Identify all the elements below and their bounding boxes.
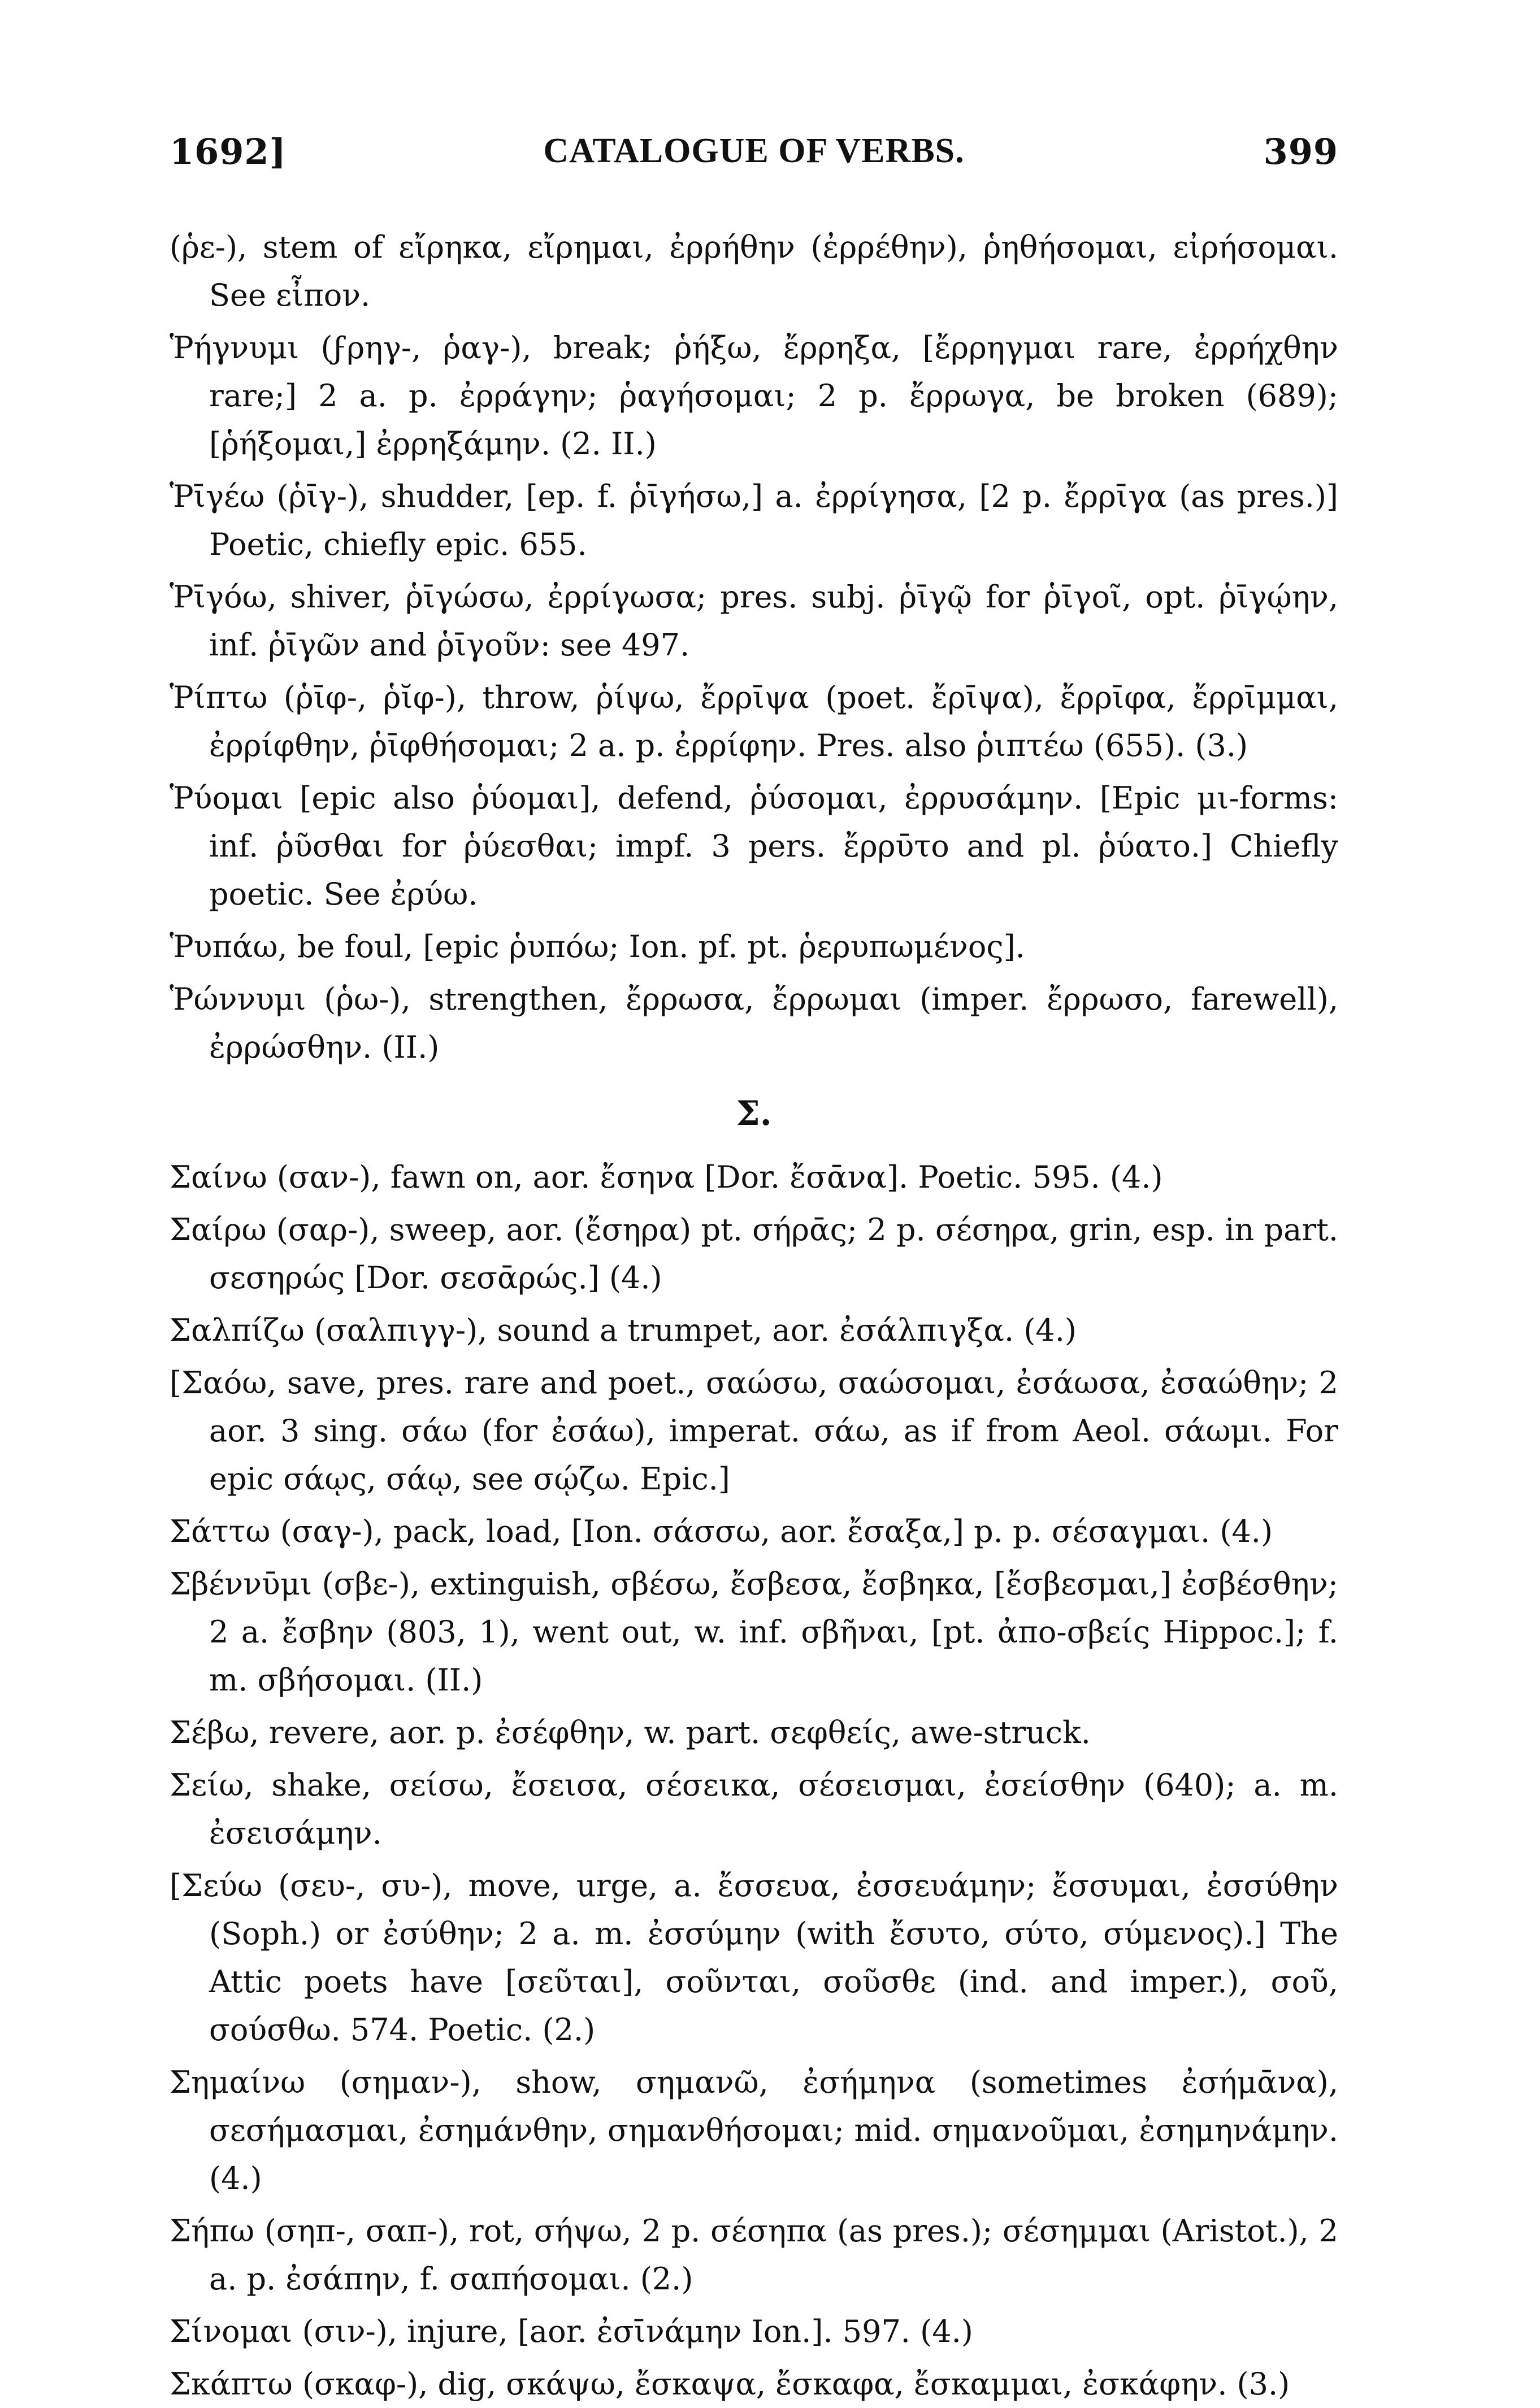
verb-entry: Σκάπτω (σκαφ-), dig, σκάψω, ἔσκαψα, ἔσκαφα, ἔσκαμμαι, ἐσκάφην. (3.) [170,2366,1290,2402]
verb-entry: [Σεύω (σευ-, συ-), move, urge, a. ἔσσευα, ἐσσευάμην; ἔσσυμαι, ἐσσύθην (Soph.) or ἐσύθην; 2 a. m. ἐσσύμην (with ἔσυτο, σύτο, σύμενος).] The Attic poets have [σεῦται], σοῦνται, σοῦσθε (ind. and imper.), σοῦ, σούσθω. 574. Poetic. (2.) [170,1868,1338,2048]
verb-entry: Σαίρω (σαρ-), sweep, aor. (ἔσηρα) pt. σήρᾱς; 2 p. σέσηρα, grin, esp. in part. σεσηρώς [Dor. σεσᾱρώς.] (4.) [170,1212,1338,1296]
running-header [170,131,1338,193]
section-number: 1692] [170,131,287,172]
verb-entry: Ῥύομαι [epic also ῥύομαι], defend, ῥύσομαι, ἐρρυσάμην. [Epic μι-forms: inf. ῥῦσθαι for ῥύεσθαι; impf. 3 pers. ἔρρῡτο and pl. ῥύατο.] Chiefly poetic. See ἐρύω. [170,780,1338,912]
verb-entry: Σβέννῡμι (σβε-), extinguish, σβέσω, ἔσβεσα, ἔσβηκα, [ἔσβεσμαι,] ἐσβέσθην; 2 a. ἔσβην (803, 1), went out, w. inf. σβῆναι, [pt. ἀπο-σβείς Hippoc.]; f. m. σβήσομαι. (II.) [170,1566,1338,1698]
verb-entry: Ῥῑγέω (ῥῑγ-), shudder, [ep. f. ῥῑγήσω,] a. ἐρρίγησα, [2 p. ἔρρῑγα (as pres.)] Poetic, chiefly epic. 655. [170,479,1338,562]
verb-entry: Σέβω, revere, aor. p. ἐσέφθην, w. part. σεφθείς, awe-struck. [170,1715,1091,1750]
page-number: 399 [1263,131,1338,172]
verb-entry: Ῥῑγόω, shiver, ῥῑγώσω, ἐρρίγωσα; pres. subj. ῥῑγῷ for ῥῑγοῖ, opt. ῥῑγῴην, inf. ῥῑγῶν and ῥῑγοῦν: see 497. [170,579,1338,663]
verb-entry: Σημαίνω (σημαν-), show, σημανῶ, ἐσήμηνα (sometimes ἐσήμᾱνα), σεσήμασμαι, ἐσημάνθην, σημανθήσομαι; mid. σημανοῦμαι, ἐσημηνάμην. (4.) [170,2064,1338,2196]
verb-entry: Σίνομαι (σιν-), injure, [aor. ἐσῑνάμην Ion.]. 597. (4.) [170,2314,973,2349]
verb-entry: Σήπω (σηπ-, σαπ-), rot, σήψω, 2 p. σέσηπα (as pres.); σέσημμαι (Aristot.), 2 a. p. ἐσάπην, f. σαπήσομαι. (2.) [170,2213,1338,2297]
section-heading-sigma: Σ. [736,1094,772,1133]
page-title: CATALOGUE OF VERBS. [543,132,965,170]
verb-entry: Σαλπίζω (σαλπιγγ-), sound a trumpet, aor. ἐσάλπιγξα. (4.) [170,1312,1077,1348]
verb-entry: Σάττω (σαγ-), pack, load, [Ion. σάσσω, aor. ἔσαξα,] p. p. σέσαγμαι. (4.) [170,1514,1273,1549]
verb-entry: [Σαόω, save, pres. rare and poet., σαώσω, σαώσομαι, ἐσάωσα, ἐσαώθην; 2 aor. 3 sing. σάω (for ἐσάω), imperat. σάω, as if from Aeol. σάωμι. For epic σάῳς, σάῳ, see σῴζω. Epic.] [170,1365,1338,1497]
verb-entry: (ῥε-), stem of εἴρηκα, εἴρημαι, ἐρρήθην (ἐρρέθην), ῥηθήσομαι, εἰρήσομαι. See εἶπον. [170,229,1338,313]
verb-entry: Ῥήγνυμι (ϝρηγ-, ῥαγ-), break; ῥήξω, ἔρρηξα, [ἔρρηγμαι rare, ἐρρήχθην rare;] 2 a. p. ἐρράγην; ῥαγήσομαι; 2 p. ἔρρωγα, be broken (689); [ῥήξομαι,] ἐρρηξάμην. (2. II.) [170,330,1338,462]
verb-entry: Ῥυπάω, be foul, [epic ῥυπόω; Ion. pf. pt. ῥερυπωμένος]. [170,929,1025,964]
page-body [170,223,1338,2408]
verb-entry: Ῥώννυμι (ῥω-), strengthen, ἔρρωσα, ἔρρωμαι (imper. ἔρρωσο, farewell), ἐρρώσθην. (II.) [170,981,1338,1065]
verb-entry: Σαίνω (σαν-), fawn on, aor. ἔσηνα [Dor. ἔσᾱνα]. Poetic. 595. (4.) [170,1159,1163,1195]
verb-entry: Σείω, shake, σείσω, ἔσεισα, σέσεικα, σέσεισμαι, ἐσείσθην (640); a. m. ἐσεισάμην. [170,1767,1338,1851]
verb-entry: Ῥίπτω (ῥῑφ-, ῥῐφ-), throw, ῥίψω, ἔρρῑψα (poet. ἔρῑψα), ἔρρῑφα, ἔρρῑμμαι, ἐρρίφθην, ῥῑφθήσομαι; 2 a. p. ἐρρίφην. Pres. also ῥιπτέω (655). (3.) [170,680,1338,763]
